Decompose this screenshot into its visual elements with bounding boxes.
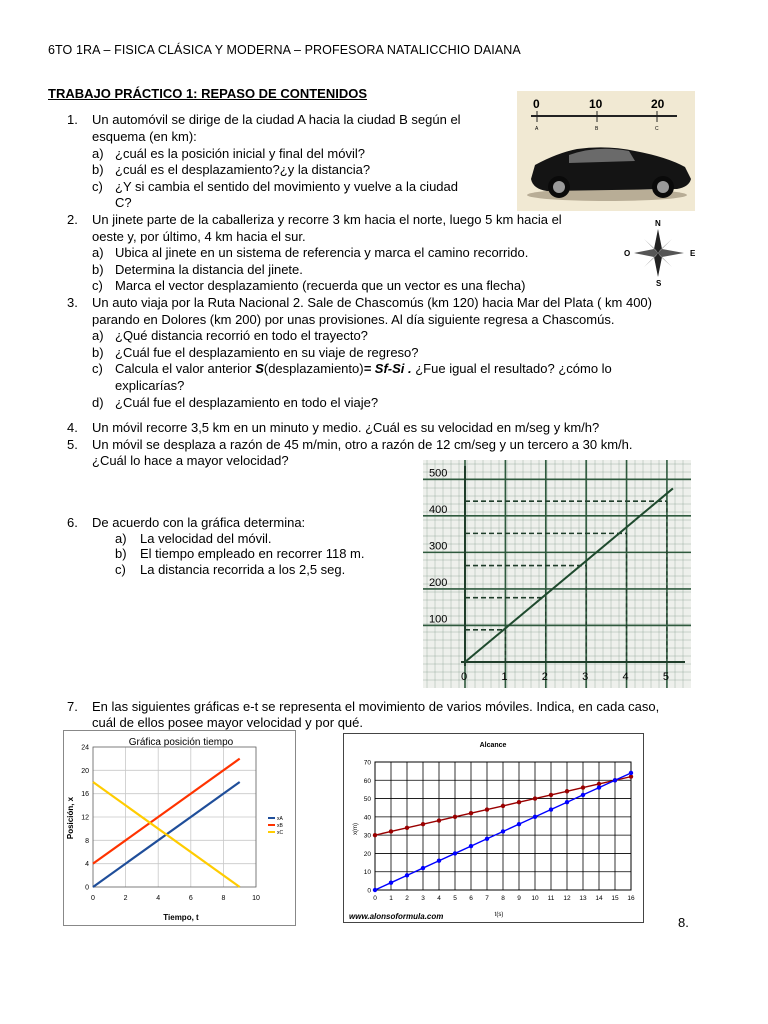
chart3-point-A xyxy=(501,804,505,808)
compass-west: O xyxy=(624,249,631,258)
q3-c-post: ¿Fue igual el resultado? ¿cómo lo xyxy=(411,361,612,376)
chart3-x-tick: 4 xyxy=(437,895,441,902)
alcance-chart xyxy=(343,733,644,923)
chart3-x-tick: 3 xyxy=(421,895,425,902)
q3-a-text: ¿Qué distancia recorrió en todo el trayecto? xyxy=(115,328,368,343)
chart1-y-tick-100: 100 xyxy=(429,613,448,626)
q6-c-text: La distancia recorrida a los 2,5 seg. xyxy=(140,562,346,577)
chart3-point-B xyxy=(517,822,521,826)
chart3-title: Alcance xyxy=(479,742,507,749)
chart2-y-tick: 8 xyxy=(85,837,89,845)
chart1-y-tick-200: 200 xyxy=(429,576,448,589)
chart1-y-tick-500: 500 xyxy=(429,467,448,480)
q2-c-letter: c) xyxy=(92,278,103,293)
q3-c-s: S xyxy=(255,361,264,376)
q2-number: 2. xyxy=(67,212,78,227)
chart3-point-A xyxy=(549,793,553,797)
q4-number: 4. xyxy=(67,420,78,435)
chart3-x-tick: 1 xyxy=(389,895,393,902)
q6-b-text: El tiempo empleado en recorrer 118 m. xyxy=(140,546,365,561)
chart3-point-A xyxy=(517,800,521,804)
chart2-x-tick: 8 xyxy=(221,895,226,902)
chart2-title: Gráfica posición tiempo xyxy=(128,737,234,748)
chart3-y-tick: 70 xyxy=(363,759,371,767)
chart3-y-tick: 30 xyxy=(363,832,371,840)
q3-a-letter: a) xyxy=(92,328,104,343)
chart2-x-tick: 0 xyxy=(91,895,95,902)
chart3-y-label: x(m) xyxy=(353,823,359,835)
q6-c-letter: c) xyxy=(115,562,126,577)
chart3-x-tick: 9 xyxy=(517,895,521,902)
q2-line-1: Un jinete parte de la caballeriza y recorre 3 km hacia el norte, luego 5 km hacia el xyxy=(92,212,562,227)
position-time-chart xyxy=(63,730,296,926)
chart3-point-B xyxy=(533,815,537,819)
q2-a-text: Ubica al jinete en un sistema de referencia y marca el camino recorrido. xyxy=(115,245,529,260)
chart3-y-tick: 60 xyxy=(363,777,371,785)
scale-label-0: 0 xyxy=(533,97,540,111)
scale-label-20: 20 xyxy=(651,97,665,111)
chart3-point-B xyxy=(389,880,393,884)
compass-south: S xyxy=(656,279,662,288)
chart3-x-tick: 8 xyxy=(501,895,505,902)
chart1-x-tick-4: 4 xyxy=(622,671,629,683)
chart2-x-tick: 4 xyxy=(156,895,161,902)
chart2-y-tick: 16 xyxy=(81,791,89,799)
q1-c-letter: c) xyxy=(92,179,103,194)
page-header: 6TO 1RA – FISICA CLÁSICA Y MODERNA – PROFESORA NATALICCHIO DAIANA xyxy=(48,43,521,57)
q7-line-1: En las siguientes gráficas e-t se representa el movimiento de varios móviles. Indica, en cada caso, xyxy=(92,699,660,714)
chart2-legend-label: xA xyxy=(277,816,283,822)
chart3-point-A xyxy=(533,796,537,800)
q6-b-letter: b) xyxy=(115,546,127,561)
chart3-point-B xyxy=(485,837,489,841)
chart2-x-tick: 6 xyxy=(188,895,193,902)
chart3-point-B xyxy=(613,778,617,782)
page-title: TRABAJO PRÁCTICO 1: REPASO DE CONTENIDOS xyxy=(48,86,368,101)
chart1-x-tick-0: 0 xyxy=(461,671,468,683)
chart1-x-tick-3: 3 xyxy=(582,671,589,683)
chart3-point-B xyxy=(373,888,377,892)
chart2-x-tick: 10 xyxy=(252,895,260,902)
q3-c-text xyxy=(115,361,612,378)
chart2-x-tick: 2 xyxy=(123,895,128,902)
q6-number: 6. xyxy=(67,515,78,530)
q1-b-letter: b) xyxy=(92,162,104,177)
chart3-point-A xyxy=(389,829,393,833)
compass-north: N xyxy=(655,219,661,228)
chart3-point-B xyxy=(549,807,553,811)
chart3-x-label: t(s) xyxy=(494,912,504,918)
q3-c-cont: explicarías? xyxy=(115,378,185,393)
scale-city-b: B xyxy=(595,126,599,132)
chart3-y-tick: 20 xyxy=(363,850,371,858)
chart2-legend-label: xB xyxy=(277,823,283,829)
compass-rose xyxy=(622,216,702,288)
car-scale-figure xyxy=(517,91,695,211)
chart3-point-A xyxy=(437,818,441,822)
chart2-y-tick: 4 xyxy=(85,861,89,869)
chart3-x-tick: 5 xyxy=(453,895,457,902)
chart3-x-tick: 15 xyxy=(611,895,619,902)
q6-text: De acuerdo con la gráfica determina: xyxy=(92,515,306,530)
chart2-y-label: Posición, x xyxy=(66,796,75,840)
q1-line-2: esquema (en km): xyxy=(92,129,197,144)
chart3-point-B xyxy=(437,859,441,863)
chart3-x-tick: 10 xyxy=(531,895,539,902)
q3-c-letter: c) xyxy=(92,361,103,376)
scale-city-a: A xyxy=(535,126,539,132)
chart3-point-A xyxy=(469,811,473,815)
q2-b-text: Determina la distancia del jinete. xyxy=(115,262,303,277)
chart3-x-tick: 16 xyxy=(627,895,635,902)
chart3-point-B xyxy=(597,785,601,789)
chart2-y-tick: 0 xyxy=(85,884,89,892)
chart3-x-tick: 11 xyxy=(547,895,555,902)
q1-c-text: ¿Y si cambia el sentido del movimiento y vuelve a la ciudad xyxy=(115,179,458,194)
graph-paper-chart xyxy=(423,460,691,688)
q3-c-pre: Calcula el valor anterior xyxy=(115,361,256,376)
compass-east: E xyxy=(690,249,696,258)
chart2-y-tick: 12 xyxy=(81,814,89,822)
chart3-point-A xyxy=(453,815,457,819)
chart3-point-B xyxy=(421,866,425,870)
q2-c-text: Marca el vector desplazamiento (recuerda que un vector es una flecha) xyxy=(115,278,526,293)
chart3-y-tick: 0 xyxy=(367,887,371,895)
chart3-point-A xyxy=(581,785,585,789)
chart3-x-tick: 12 xyxy=(563,895,571,902)
q3-c-mid: (desplazamiento) xyxy=(263,361,364,376)
q4-text: Un móvil recorre 3,5 km en un minuto y medio. ¿Cuál es su velocidad en m/seg y km/h? xyxy=(92,420,600,435)
q3-d-letter: d) xyxy=(92,395,104,410)
q8-number: 8. xyxy=(678,915,689,930)
chart3-point-B xyxy=(565,800,569,804)
q1-b-text: ¿cuál es el desplazamiento?¿y la distancia? xyxy=(115,162,371,177)
chart3-point-B xyxy=(469,844,473,848)
q7-number: 7. xyxy=(67,699,78,714)
q7-line-2: cuál de ellos posee mayor velocidad y por qué. xyxy=(92,715,363,730)
chart3-y-tick: 10 xyxy=(363,869,371,877)
compass-star-icon xyxy=(634,229,684,277)
chart3-x-tick: 14 xyxy=(595,895,603,902)
scale-city-c: C xyxy=(655,126,659,132)
chart2-y-tick: 24 xyxy=(81,744,89,752)
chart3-x-tick: 0 xyxy=(373,895,377,902)
chart1-x-tick-2: 2 xyxy=(541,671,548,683)
chart2-legend-label: xC xyxy=(277,830,284,836)
chart3-footer: www.alonsoformula.com xyxy=(349,912,444,921)
q2-a-letter: a) xyxy=(92,245,104,260)
q1-a-text: ¿cuál es la posición inicial y final del móvil? xyxy=(115,146,366,161)
q3-b-letter: b) xyxy=(92,345,104,360)
chart1-x-tick-1: 1 xyxy=(501,671,508,683)
chart3-y-tick: 40 xyxy=(363,814,371,822)
q5-number: 5. xyxy=(67,437,78,452)
q3-d-text: ¿Cuál fue el desplazamiento en todo el viaje? xyxy=(115,395,379,410)
q2-b-letter: b) xyxy=(92,262,104,277)
chart3-point-A xyxy=(421,822,425,826)
q6-a-letter: a) xyxy=(115,531,127,546)
scale-label-10: 10 xyxy=(589,97,603,111)
chart3-point-B xyxy=(501,829,505,833)
chart2-y-tick: 20 xyxy=(81,767,89,775)
q5-line-1: Un móvil se desplaza a razón de 45 m/min, otro a razón de 12 cm/seg y un tercero a 30 km/h. xyxy=(92,437,633,452)
q2-line-2: oeste y, por último, 4 km hacia el sur. xyxy=(92,229,306,244)
chart3-y-tick: 50 xyxy=(363,796,371,804)
chart2-frame xyxy=(64,731,296,926)
q3-number: 3. xyxy=(67,295,78,310)
chart3-point-B xyxy=(581,793,585,797)
chart3-point-A xyxy=(373,833,377,837)
chart1-y-tick-300: 300 xyxy=(429,540,448,553)
q5-line-2: ¿Cuál lo hace a mayor velocidad? xyxy=(92,453,289,468)
q3-c-eq: = Sf-Si . xyxy=(363,361,412,376)
chart3-x-tick: 7 xyxy=(485,895,489,902)
chart3-point-A xyxy=(565,789,569,793)
q1-number: 1. xyxy=(67,112,78,127)
q1-a-letter: a) xyxy=(92,146,104,161)
chart3-point-A xyxy=(405,826,409,830)
chart1-x-tick-5: 5 xyxy=(662,671,670,683)
q1-c-cont: C? xyxy=(115,195,132,210)
q6-a-text: La velocidad del móvil. xyxy=(140,531,272,546)
q3-line-1: Un auto viaja por la Ruta Nacional 2. Sale de Chascomús (km 120) hacia Mar del Plata ( km 400) xyxy=(92,295,652,310)
chart3-x-tick: 13 xyxy=(579,895,587,902)
q3-line-2: parando en Dolores (km 200) por unas provisiones. Al día siguiente regresa a Chascomús. xyxy=(92,312,615,327)
chart3-point-B xyxy=(405,873,409,877)
chart3-x-tick: 6 xyxy=(469,895,473,902)
chart1-y-tick-400: 400 xyxy=(429,503,448,516)
chart3-x-tick: 2 xyxy=(405,895,409,902)
q3-b-text: ¿Cuál fue el desplazamiento en su viaje de regreso? xyxy=(115,345,419,360)
chart3-point-A xyxy=(485,807,489,811)
chart2-x-label: Tiempo, t xyxy=(163,913,199,922)
chart3-point-B xyxy=(629,771,633,775)
chart3-point-B xyxy=(453,851,457,855)
q1-line-1: Un automóvil se dirige de la ciudad A hacia la ciudad B según el xyxy=(92,112,461,127)
